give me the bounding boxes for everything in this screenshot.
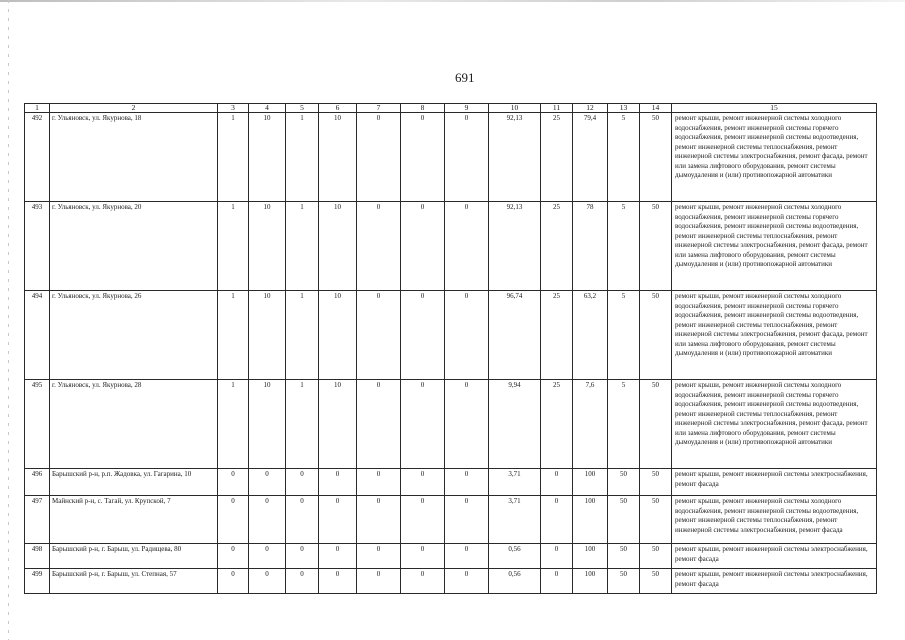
- value-cell: 63,2: [573, 291, 608, 380]
- column-header: 9: [445, 104, 489, 113]
- table-row: [25, 380, 877, 469]
- works-cell: ремонт крыши, ремонт инженерной системы электроснабжения, ремонт фасада: [672, 544, 877, 569]
- value-cell: 0: [319, 569, 357, 594]
- table-row: [25, 113, 877, 202]
- value-cell: 9,94: [489, 380, 541, 469]
- value-cell: 0: [249, 469, 286, 496]
- value-cell: 0: [445, 496, 489, 544]
- value-cell: 3,71: [489, 496, 541, 544]
- row-number: 494: [25, 291, 50, 380]
- value-cell: 0: [357, 380, 401, 469]
- value-cell: 50: [640, 380, 672, 469]
- value-cell: 50: [640, 569, 672, 594]
- value-cell: 78: [573, 202, 608, 291]
- table-row: [25, 569, 877, 594]
- value-cell: 0: [319, 496, 357, 544]
- value-cell: 0: [357, 544, 401, 569]
- value-cell: 50: [640, 113, 672, 202]
- value-cell: 92,13: [489, 113, 541, 202]
- value-cell: 0: [541, 496, 573, 544]
- value-cell: 1: [218, 291, 249, 380]
- column-header: 4: [249, 104, 286, 113]
- value-cell: 0: [401, 202, 445, 291]
- value-cell: 0: [218, 569, 249, 594]
- row-number: 495: [25, 380, 50, 469]
- value-cell: 10: [319, 291, 357, 380]
- works-cell: ремонт крыши, ремонт инженерной системы холодного водоснабжения, ремонт инженерной системы горячего водоснабжения, ремонт инженерной системы водоотведения, ремонт инженерной системы теплоснабжения, ремонт инженерной системы электроснабжения, ремонт фасада, ремонт или замена лифтового оборудования, ремонт системы дымоудаления и (или) противопожарной автоматики: [672, 113, 877, 202]
- value-cell: 0: [401, 113, 445, 202]
- value-cell: 0: [401, 496, 445, 544]
- column-header: 2: [50, 104, 218, 113]
- value-cell: 0: [249, 496, 286, 544]
- value-cell: 96,74: [489, 291, 541, 380]
- column-header: 1: [25, 104, 50, 113]
- value-cell: 25: [541, 380, 573, 469]
- value-cell: 0: [445, 544, 489, 569]
- value-cell: 0: [249, 569, 286, 594]
- repair-program-table: [24, 103, 877, 594]
- address-cell: г. Ульяновск, ул. Якурнова, 20: [50, 202, 218, 291]
- value-cell: 25: [541, 113, 573, 202]
- works-cell: ремонт крыши, ремонт инженерной системы холодного водоснабжения, ремонт инженерной системы горячего водоснабжения, ремонт инженерной системы водоотведения, ремонт инженерной системы теплоснабжения, ремонт инженерной системы электроснабжения, ремонт фасада, ремонт или замена лифтового оборудования, ремонт системы дымоудаления и (или) противопожарной автоматики: [672, 202, 877, 291]
- value-cell: 100: [573, 569, 608, 594]
- column-number-row: [25, 104, 877, 113]
- value-cell: 0: [218, 496, 249, 544]
- value-cell: 0: [445, 569, 489, 594]
- value-cell: 0: [286, 496, 319, 544]
- works-cell: ремонт крыши, ремонт инженерной системы холодного водоснабжения, ремонт инженерной системы горячего водоснабжения, ремонт инженерной системы водоотведения, ремонт инженерной системы теплоснабжения, ремонт инженерной системы электроснабжения, ремонт фасада, ремонт или замена лифтового оборудования, ремонт системы дымоудаления и (или) противопожарной автоматики: [672, 380, 877, 469]
- works-cell: ремонт крыши, ремонт инженерной системы электроснабжения, ремонт фасада: [672, 569, 877, 594]
- value-cell: 0: [445, 469, 489, 496]
- value-cell: 0: [401, 544, 445, 569]
- value-cell: 10: [249, 291, 286, 380]
- column-header: 15: [672, 104, 877, 113]
- column-header: 8: [401, 104, 445, 113]
- value-cell: 100: [573, 496, 608, 544]
- row-number: 493: [25, 202, 50, 291]
- value-cell: 5: [608, 380, 640, 469]
- address-cell: г. Ульяновск, ул. Якурнова, 28: [50, 380, 218, 469]
- page-number: 691: [455, 70, 475, 85]
- value-cell: 0: [218, 469, 249, 496]
- value-cell: 10: [249, 202, 286, 291]
- table-row: [25, 544, 877, 569]
- works-cell: ремонт крыши, ремонт инженерной системы холодного водоснабжения, ремонт инженерной системы водоотведения, ремонт инженерной системы теплоснабжения, ремонт инженерной системы электроснабжения, ремонт фасада: [672, 496, 877, 544]
- value-cell: 1: [286, 380, 319, 469]
- value-cell: 50: [640, 496, 672, 544]
- value-cell: 79,4: [573, 113, 608, 202]
- table-row: [25, 291, 877, 380]
- address-cell: Майнский р-н, с. Тагай, ул. Крупской, 7: [50, 496, 218, 544]
- row-number: 492: [25, 113, 50, 202]
- value-cell: 0: [357, 496, 401, 544]
- address-cell: Барышский р-н, р.п. Жадовка, ул. Гагарина, 10: [50, 469, 218, 496]
- value-cell: 10: [319, 113, 357, 202]
- value-cell: 10: [249, 113, 286, 202]
- address-cell: г. Ульяновск, ул. Якурнова, 18: [50, 113, 218, 202]
- column-header: 12: [573, 104, 608, 113]
- address-cell: Барышский р-н, г. Барыш, ул. Степная, 57: [50, 569, 218, 594]
- value-cell: 5: [608, 291, 640, 380]
- value-cell: 25: [541, 202, 573, 291]
- value-cell: 1: [286, 113, 319, 202]
- column-header: 7: [357, 104, 401, 113]
- row-number: 496: [25, 469, 50, 496]
- value-cell: 0: [357, 202, 401, 291]
- column-header: 11: [541, 104, 573, 113]
- value-cell: 1: [218, 113, 249, 202]
- value-cell: 0: [445, 291, 489, 380]
- value-cell: 0: [445, 380, 489, 469]
- value-cell: 100: [573, 544, 608, 569]
- value-cell: 0: [357, 569, 401, 594]
- value-cell: 0: [541, 544, 573, 569]
- column-header: 14: [640, 104, 672, 113]
- value-cell: 0,56: [489, 544, 541, 569]
- column-header: 5: [286, 104, 319, 113]
- column-header: 3: [218, 104, 249, 113]
- address-cell: Барышский р-н, г. Барыш, ул. Радищева, 80: [50, 544, 218, 569]
- value-cell: 1: [286, 291, 319, 380]
- table-row: [25, 469, 877, 496]
- column-header: 6: [319, 104, 357, 113]
- value-cell: 50: [608, 469, 640, 496]
- value-cell: 0: [357, 291, 401, 380]
- value-cell: 92,13: [489, 202, 541, 291]
- row-number: 497: [25, 496, 50, 544]
- value-cell: 7,6: [573, 380, 608, 469]
- value-cell: 50: [608, 544, 640, 569]
- value-cell: 10: [319, 202, 357, 291]
- works-cell: ремонт крыши, ремонт инженерной системы холодного водоснабжения, ремонт инженерной системы горячего водоснабжения, ремонт инженерной системы водоотведения, ремонт инженерной системы теплоснабжения, ремонт инженерной системы электроснабжения, ремонт фасада, ремонт или замена лифтового оборудования, ремонт системы дымоудаления и (или) противопожарной автоматики: [672, 291, 877, 380]
- value-cell: 0,56: [489, 569, 541, 594]
- value-cell: 0: [286, 569, 319, 594]
- scan-edge-top: [0, 0, 905, 2]
- value-cell: 0: [357, 113, 401, 202]
- value-cell: 0: [319, 469, 357, 496]
- value-cell: 0: [445, 202, 489, 291]
- value-cell: 1: [218, 380, 249, 469]
- value-cell: 50: [640, 469, 672, 496]
- value-cell: 0: [357, 469, 401, 496]
- works-cell: ремонт крыши, ремонт инженерной системы электроснабжения, ремонт фасада: [672, 469, 877, 496]
- row-number: 499: [25, 569, 50, 594]
- address-cell: г. Ульяновск, ул. Якурнова, 26: [50, 291, 218, 380]
- value-cell: 0: [401, 291, 445, 380]
- value-cell: 0: [541, 469, 573, 496]
- value-cell: 0: [401, 569, 445, 594]
- value-cell: 25: [541, 291, 573, 380]
- value-cell: 1: [218, 202, 249, 291]
- table-row: [25, 496, 877, 544]
- value-cell: 10: [319, 380, 357, 469]
- value-cell: 5: [608, 113, 640, 202]
- value-cell: 50: [640, 202, 672, 291]
- value-cell: 0: [445, 113, 489, 202]
- value-cell: 10: [249, 380, 286, 469]
- value-cell: 50: [640, 544, 672, 569]
- value-cell: 3,71: [489, 469, 541, 496]
- value-cell: 0: [249, 544, 286, 569]
- value-cell: 0: [319, 544, 357, 569]
- value-cell: 50: [608, 496, 640, 544]
- value-cell: 0: [401, 380, 445, 469]
- value-cell: 100: [573, 469, 608, 496]
- value-cell: 0: [541, 569, 573, 594]
- value-cell: 1: [286, 202, 319, 291]
- column-header: 13: [608, 104, 640, 113]
- table-row: [25, 202, 877, 291]
- value-cell: 0: [401, 469, 445, 496]
- value-cell: 5: [608, 202, 640, 291]
- value-cell: 0: [218, 544, 249, 569]
- value-cell: 50: [608, 569, 640, 594]
- scan-edge-left: [8, 0, 9, 640]
- value-cell: 0: [286, 544, 319, 569]
- column-header: 10: [489, 104, 541, 113]
- value-cell: 0: [286, 469, 319, 496]
- row-number: 498: [25, 544, 50, 569]
- value-cell: 50: [640, 291, 672, 380]
